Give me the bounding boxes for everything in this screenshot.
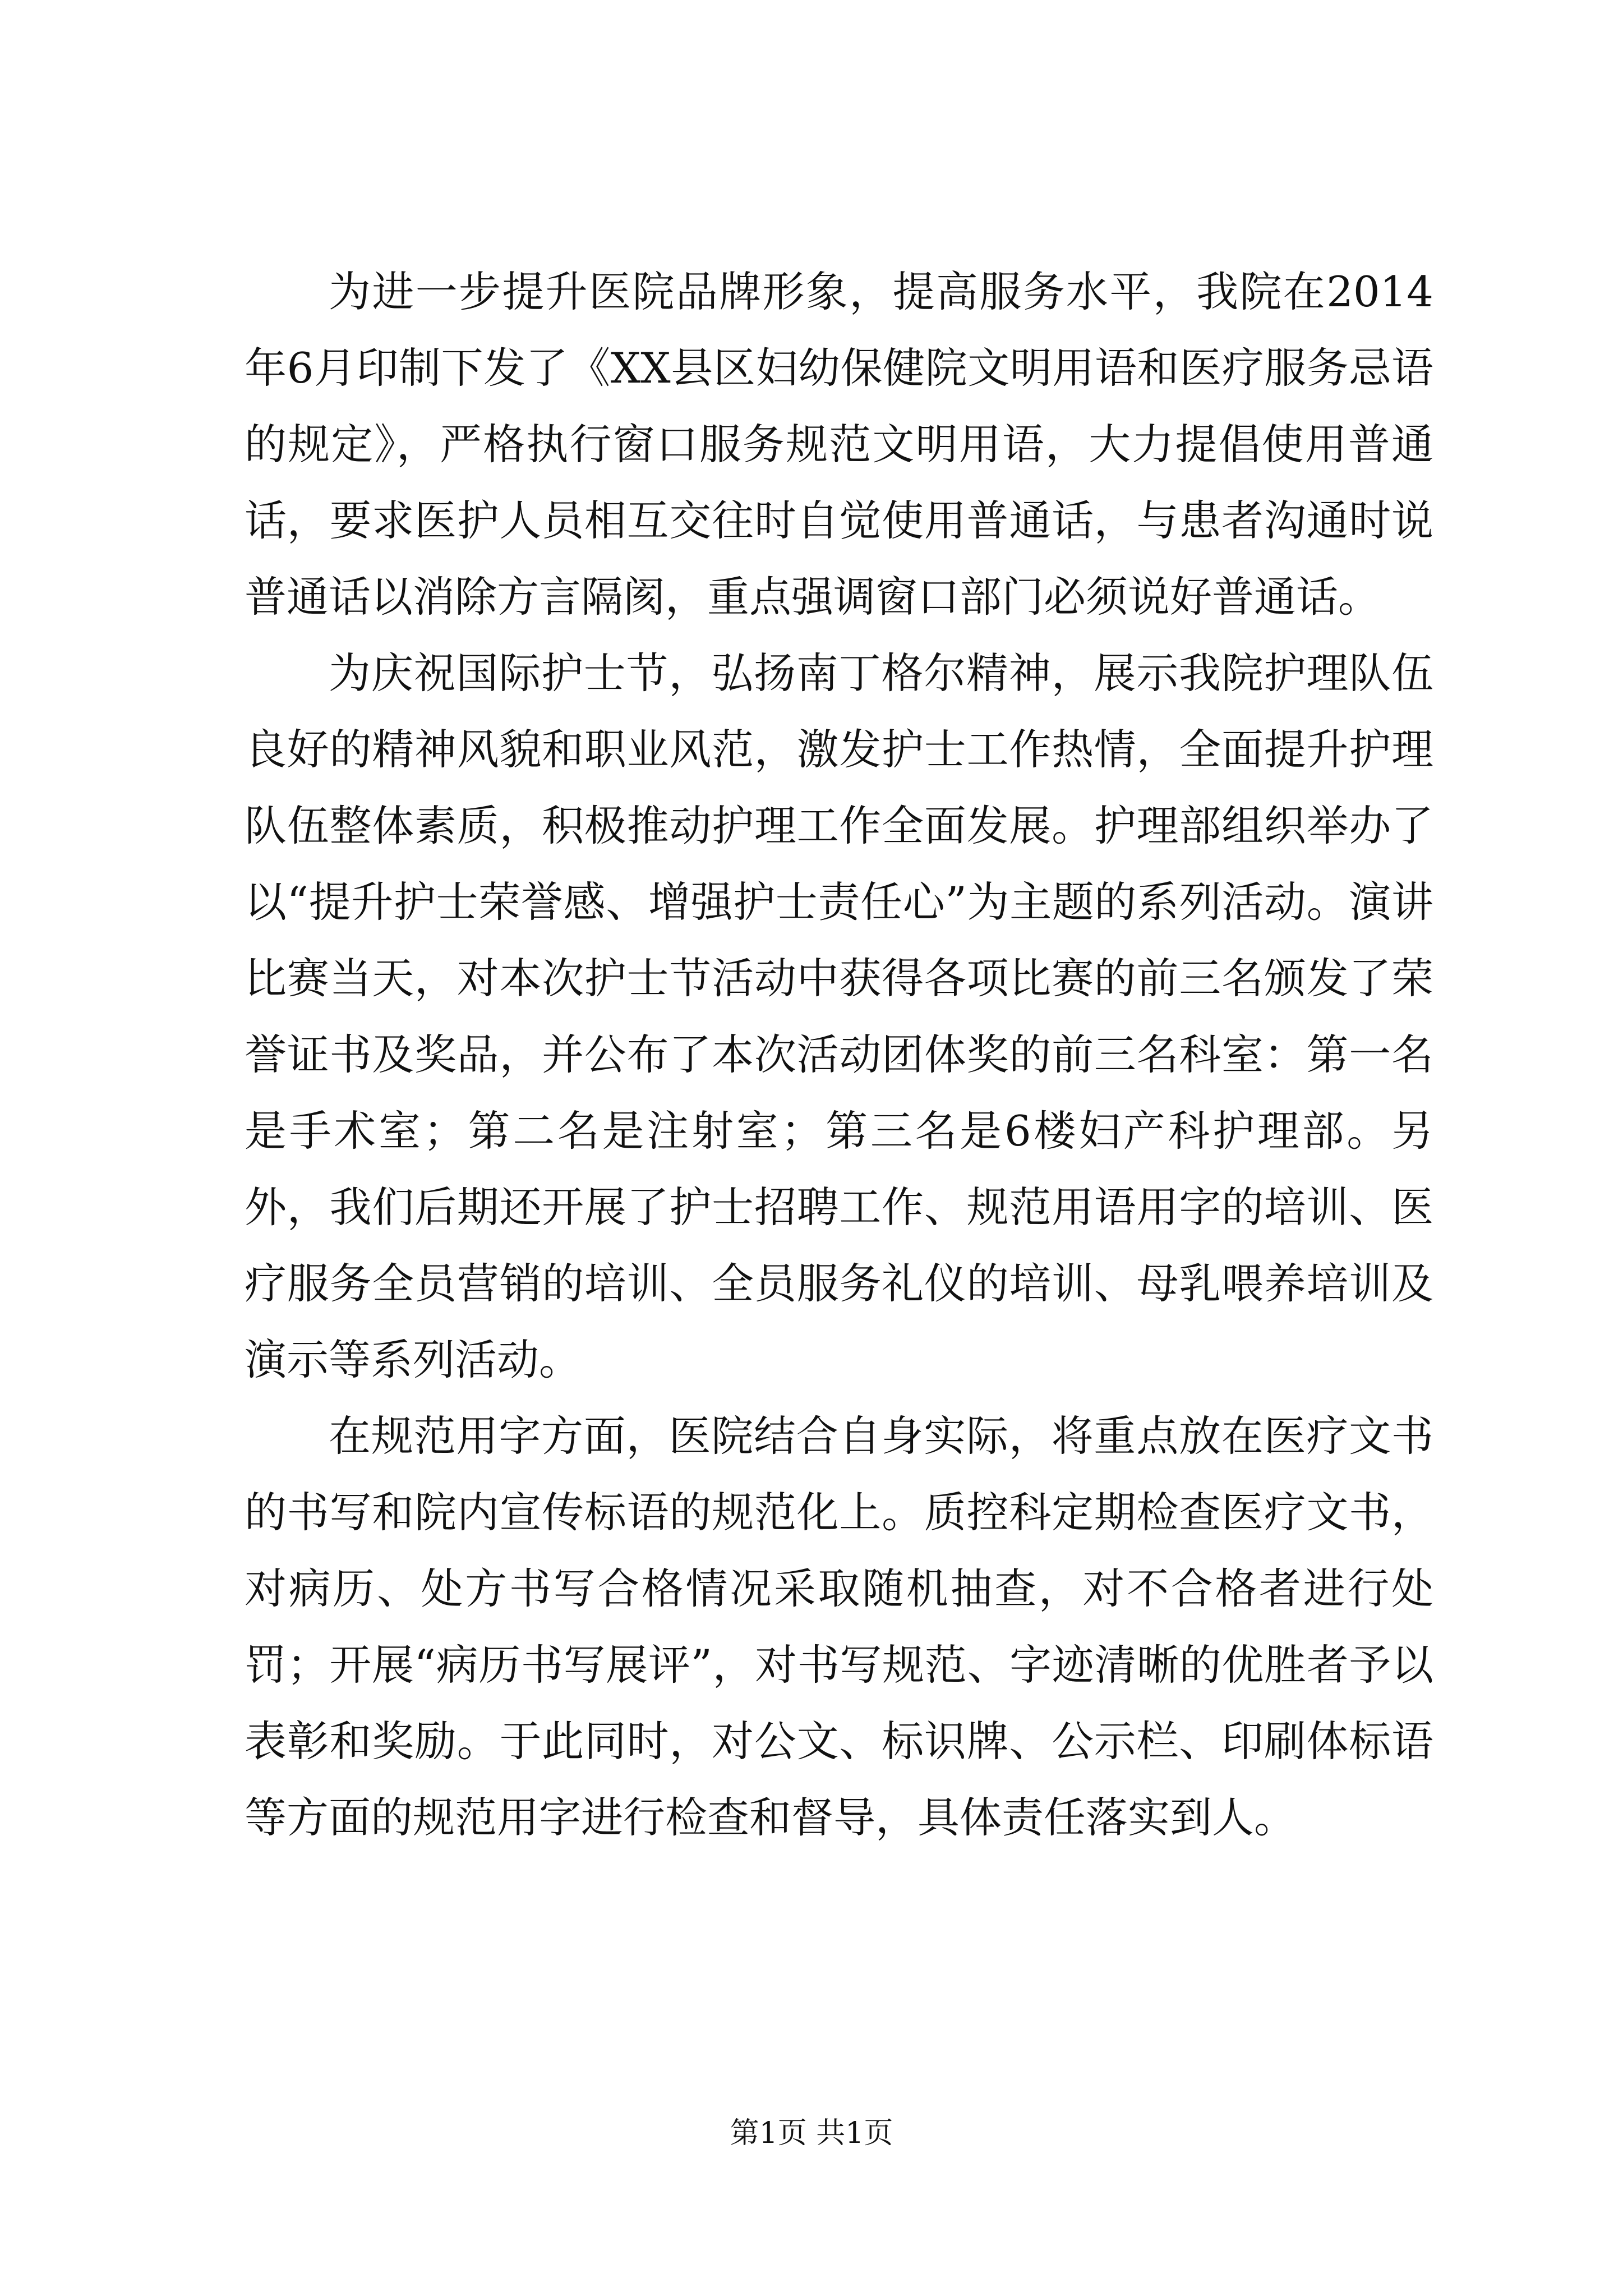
paragraph-3: 在规范用字方面，医院结合自身实际，将重点放在医疗文书的书写和院内宣传标语的规范化上。质控科定期检查医疗文书，对病历、处方书写合格情况采取随机抽查，对不合格者进行处罚；开展“病历书写展评”，对书写规范、字迹清晰的优胜者予以表彰和奖励。于此同时，对公文、标识牌、公示栏、印刷体标语等方面的规范用字进行检查和督导，具体责任落实到人。 (245, 1411, 1433, 1842)
page-footer: 第1页 共1页 (730, 2116, 893, 2150)
paragraph-2: 为庆祝国际护士节，弘扬南丁格尔精神，展示我院护理队伍良好的精神风貌和职业风范，激发护士工作热情，全面提升护理队伍整体素质，积极推动护理工作全面发展。护理部组织举办了以“提升护士荣誉感、增强护士责任心”为主题的系列活动。演讲比赛当天，对本次护士节活动中获得各项比赛的前三名颁发了荣誉证书及奖品，并公布了本次活动团体奖的前三名科室：第一名是手术室；第二名是注射室；第三名是6楼妇产科护理部。另外，我们后期还开展了护士招聘工作、规范用语用字的培训、医疗服务全员营销的培训、全员服务礼仪的培训、母乳喂养培训及演示等系列活动。 (245, 648, 1433, 1384)
document-body (245, 254, 1433, 1856)
paragraph-1: 为进一步提升医院品牌形象，提高服务水平，我院在2014年6月印制下发了《XX县区妇幼保健院文明用语和医疗服务忌语的规定》，严格执行窗口服务规范文明用语，大力提倡使用普通话，要求医护人员相互交往时自觉使用普通话，与患者沟通时说普通话以消除方言隔阂，重点强调窗口部门必须说好普通话。 (245, 267, 1433, 622)
